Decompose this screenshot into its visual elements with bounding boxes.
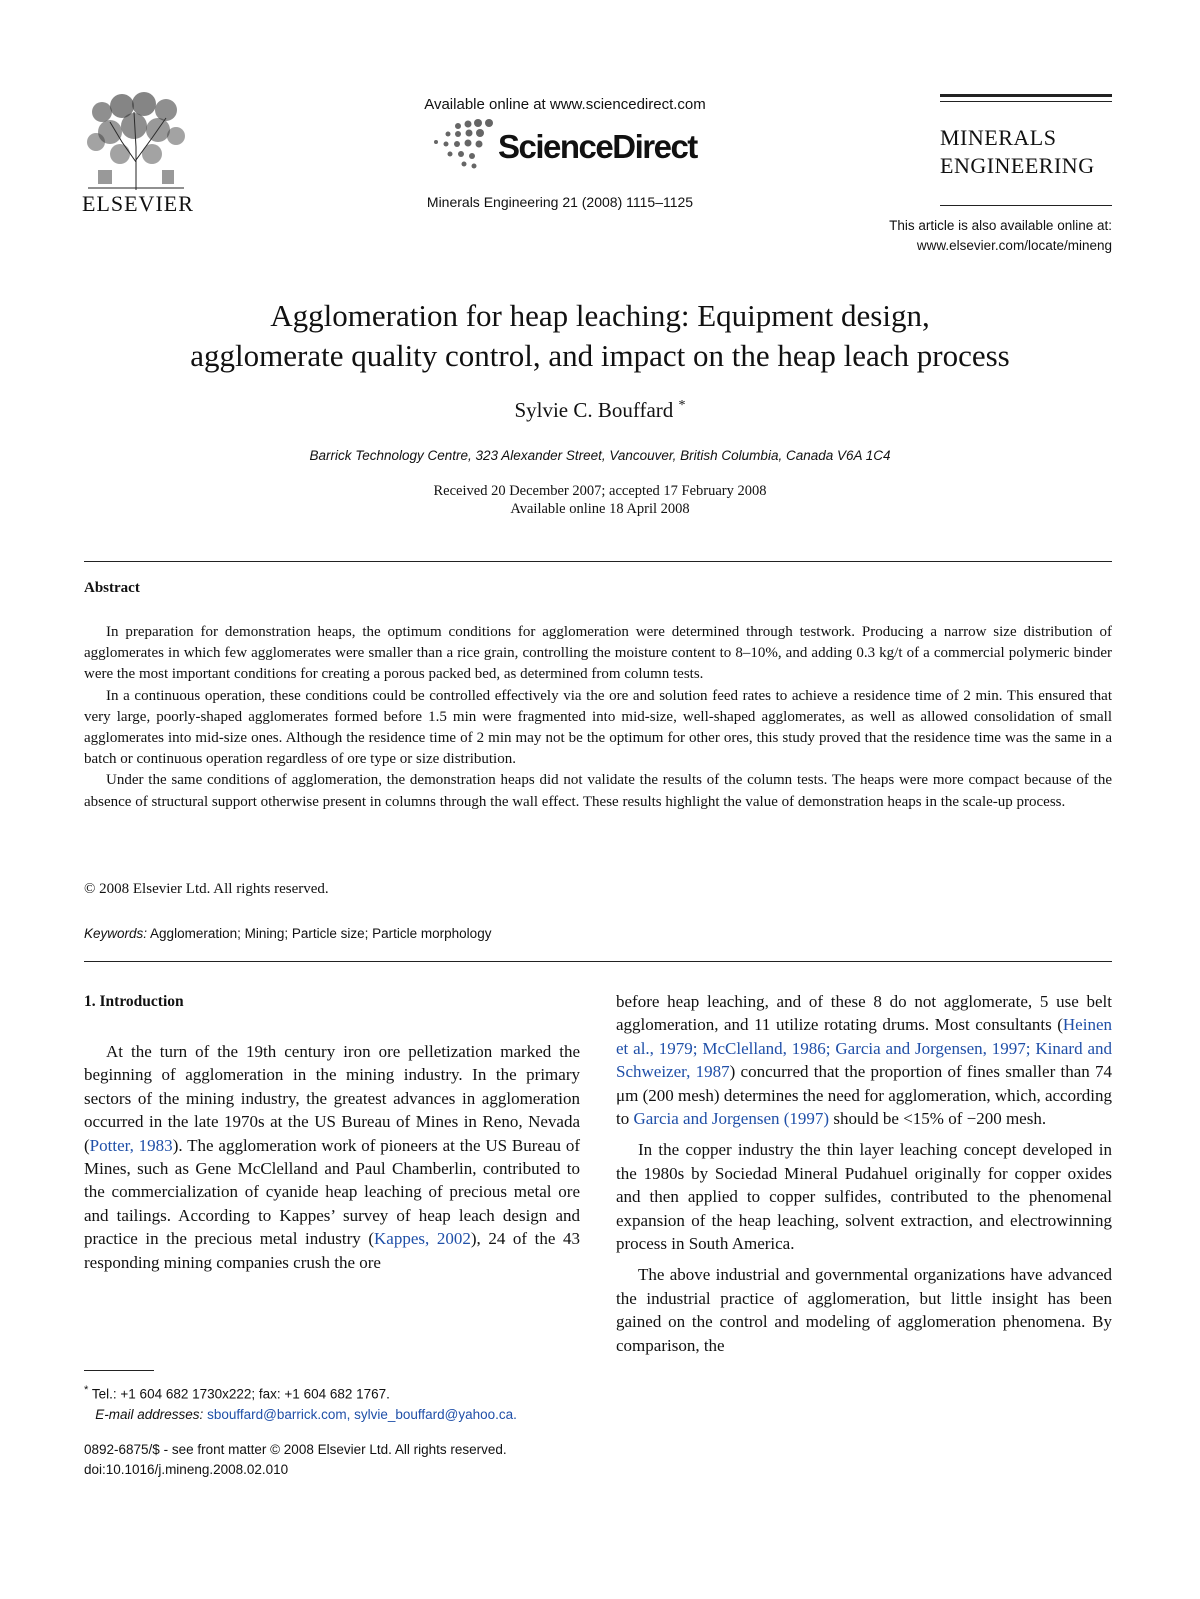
footnote-rule	[84, 1370, 154, 1371]
author-name: Sylvie C. Bouffard	[514, 398, 674, 422]
intro-paragraph: The above industrial and governmental organizations have advanced the industrial practice of agglomeration, but little insight has been gained on the control and modeling of agglomeration phenomena. By comparison, the	[616, 1265, 1112, 1355]
footnote-mark: *	[84, 1384, 89, 1396]
sciencedirect-logo	[428, 118, 718, 174]
abstract-paragraph: Under the same conditions of agglomeration, the demonstration heaps did not validate the results of the column tests. The heaps were more compact because of the absence of structural support otherwise present in columns through the wall effect. These results highlight the value of demonstration heaps in the scale-up process.	[84, 772, 1112, 810]
article-title-line1: Agglomeration for heap leaching: Equipment design,	[270, 298, 930, 333]
keywords	[84, 926, 491, 941]
elsevier-logo	[82, 92, 194, 220]
section-heading-introduction: 1. Introduction	[84, 993, 184, 1010]
journal-rule-top-thin	[940, 101, 1112, 102]
front-matter	[84, 1440, 604, 1480]
also-online-line1: This article is also available online at:	[889, 218, 1112, 233]
abstract-heading: Abstract	[84, 580, 140, 596]
available-date: Available online 18 April 2008	[510, 501, 690, 517]
intro-paragraph: before heap leaching, and of these 8 do not agglomerate, 5 use belt agglomeration, and 11 utilize rotating drums. Most consultants (Heinen et al., 1979; McClelland, 1986; Garcia and Jorgensen, 1997; Kinard and Schweizer, 1987) concurred that the proportion of fines smaller than 74 μm (200 mesh) determines the need for agglomeration, which, according to Garcia and Jorgensen (1997) should be <15% of −200 mesh.	[616, 992, 1112, 1129]
journal-url-link[interactable]: www.elsevier.com/locate/mineng	[916, 238, 1112, 253]
journal-name-line1: MINERALS	[940, 125, 1057, 150]
also-online-note	[760, 216, 1112, 256]
right-column	[616, 990, 1112, 1357]
citation-link[interactable]: Potter, 1983	[89, 1135, 173, 1155]
journal-rule-bottom	[940, 205, 1112, 206]
email-label: E-mail addresses:	[95, 1406, 204, 1422]
journal-rule-top	[940, 94, 1112, 97]
abstract-copyright: © 2008 Elsevier Ltd. All rights reserved.	[84, 881, 329, 897]
abstract-paragraph: In preparation for demonstration heaps, the optimum conditions for agglomeration were determined through testwork. Producing a narrow size distribution of agglomerates in which few agglomerates were smaller than a rice grain, controlling the moisture content to 8–10%, and adding 0.3 kg/t of a commercial polymeric binder were the most important conditions for creating a porous packed bed, as determined from column tests.	[84, 624, 1112, 683]
left-column	[84, 1040, 580, 1274]
citation-link[interactable]: Heinen et al., 1979; McClelland, 1986; Garcia and Jorgensen, 1997; Kinard and Schweizer, 1987	[616, 1015, 1112, 1082]
sciencedirect-wordmark: ScienceDirect	[498, 128, 697, 165]
abstract-body	[84, 622, 1112, 813]
keywords-label: Keywords:	[84, 926, 148, 941]
publisher-name: ELSEVIER	[82, 191, 194, 216]
divider	[84, 561, 1112, 562]
issn-line: 0892-6875/$ - see front matter © 2008 Elsevier Ltd. All rights reserved.	[84, 1442, 507, 1457]
author-footnote	[84, 1380, 604, 1425]
author-footnote-mark[interactable]: *	[678, 398, 686, 413]
article-dates	[90, 482, 1110, 518]
abstract-paragraph: In a continuous operation, these conditions could be controlled effectively via the ore and solution feed rates to achieve a residence time of 2 min. This ensured that very large, poorly-shaped agglomerates formed before 1.5 min were fragmented into mid-size, well-shaped agglomerates, as well as allowed consolidation of small agglomerates into mid-size ones. Although the residence time of 2 min may not be the optimum for other ores, this study proved that the residence time was the same in a batch or continuous operation regardless of ore type or size distribution.	[84, 687, 1112, 768]
journal-name-line2: ENGINEERING	[940, 153, 1095, 178]
elsevier-tree-icon	[82, 92, 190, 192]
intro-paragraph: At the turn of the 19th century iron ore pelletization marked the beginning of agglomeration in the mining industry. In the primary sectors of the mining industry, the greatest advances in agglomeration occurred in the late 1970s at the US Bureau of Mines in Reno, Nevada (Potter, 1983). The agglomeration work of pioneers at the US Bureau of Mines, such as Gene McClelland and Paul Chamberlin, contributed to the commercialization of cyanide heap leaching of precious metal ore and tailings. According to Kappes’ survey of heap leach design and practice in the precious metal industry (Kappes, 2002), 24 of the 43 responding mining companies crush the ore	[84, 1042, 581, 1272]
footnote-contact: * Tel.: +1 604 682 1730x222; fax: +1 604 682 1767.	[84, 1384, 390, 1402]
sciencedirect-dots-icon	[428, 118, 498, 174]
citation-link[interactable]: Garcia and Jorgensen (1997)	[633, 1109, 830, 1129]
available-online-text: Available online at www.sciencedirect.com	[424, 96, 706, 113]
received-date: Received 20 December 2007; accepted 17 February 2008	[433, 483, 767, 499]
intro-paragraph: In the copper industry the thin layer leaching concept developed in the 1980s by Sociedad Mineral Pudahuel originally for copper oxides and then applied to copper sulfides, contributed to the phenomenal expansion of the heap leaching, solvent extraction, and electrowinning process in South America.	[616, 1140, 1112, 1254]
article-title-line2: agglomerate quality control, and impact on the heap leach process	[190, 338, 1010, 373]
journal-name	[940, 124, 1120, 180]
citation-link[interactable]: Kappes, 2002	[374, 1229, 471, 1249]
doi-line[interactable]: doi:10.1016/j.mineng.2008.02.010	[84, 1462, 289, 1477]
footnote-emails	[84, 1405, 604, 1425]
email-link[interactable]: sbouffard@barrick.com, sylvie_bouffard@yahoo.ca.	[207, 1406, 517, 1422]
keywords-list: Agglomeration; Mining; Particle size; Particle morphology	[150, 926, 492, 941]
journal-citation: Minerals Engineering 21 (2008) 1115–1125	[426, 194, 694, 210]
author	[90, 398, 1110, 423]
divider	[84, 961, 1112, 962]
affiliation: Barrick Technology Centre, 323 Alexander Street, Vancouver, British Columbia, Canada V6A 1C4	[309, 448, 891, 463]
article-title	[90, 296, 1110, 376]
